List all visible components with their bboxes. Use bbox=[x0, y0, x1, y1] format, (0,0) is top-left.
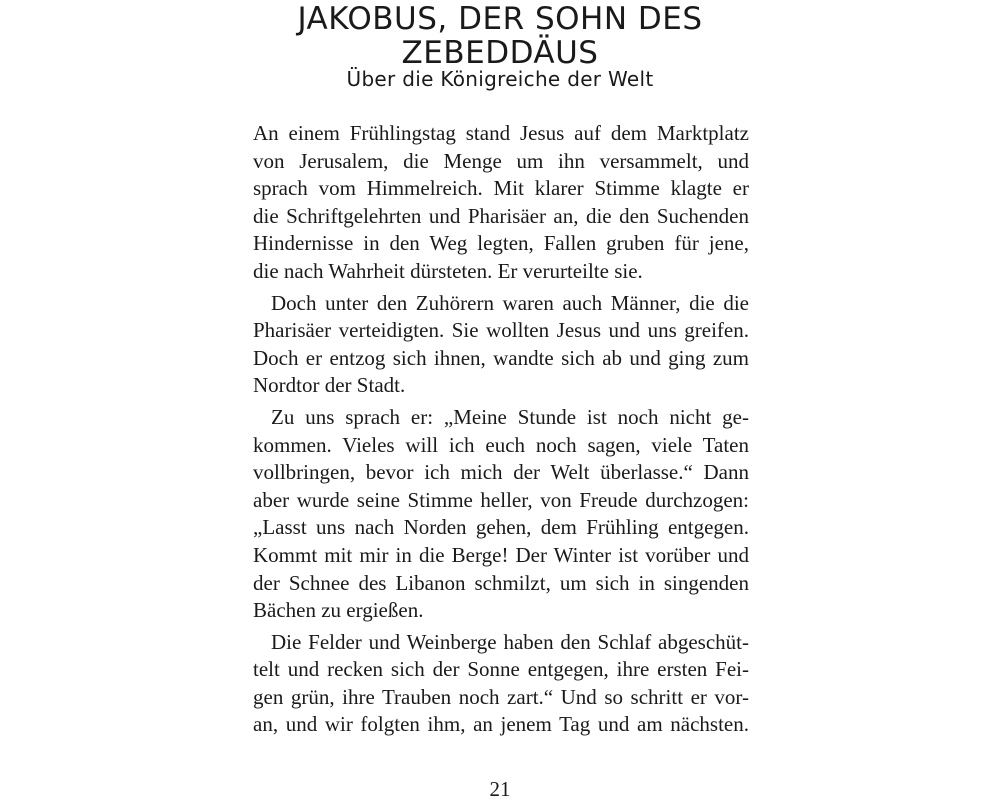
page-number: 21 bbox=[489, 777, 511, 801]
text-line: gen grün, ihre Trauben noch zart.“ Und so schritt er vor- bbox=[253, 684, 749, 709]
text-line: an, und wir folgten ihm, an jenem Tag und am nächsten. bbox=[253, 712, 749, 737]
text-line: telt und recken sich der Sonne entgegen, ihre ersten Fei- bbox=[253, 657, 749, 682]
text-line: vollbringen, bevor ich mich der Welt überlasse.“ Dann bbox=[253, 460, 749, 485]
text-line: Pharisäer verteidigten. Sie wollten Jesus und uns greifen. bbox=[253, 318, 749, 343]
paragraph-1 bbox=[253, 120, 749, 286]
text-line: die Schriftgelehrten und Pharisäer an, die den Suchenden bbox=[253, 203, 749, 228]
text-line: Doch unter den Zuhörern waren auch Männer, die die bbox=[271, 290, 749, 315]
text-line: von Jerusalem, die Menge um ihn versammelt, und bbox=[253, 148, 749, 173]
paragraph-4 bbox=[253, 629, 749, 739]
text-line: Die Felder und Weinberge haben den Schlaf abgeschüt- bbox=[271, 629, 749, 654]
text-line: Kommt mit mir in die Berge! Der Winter ist vorüber und bbox=[253, 542, 749, 567]
chapter-subtitle: Über die Königreiche der Welt bbox=[346, 67, 654, 91]
text-line: die nach Wahrheit dürsteten. Er verurteilte sie. bbox=[253, 258, 643, 283]
text-line: Nordtor der Stadt. bbox=[253, 373, 406, 398]
text-line: Hindernisse in den Weg legten, Fallen gruben für jene, bbox=[253, 231, 749, 256]
chapter-title-line-1: JAKOBUS, DER SOHN DES bbox=[297, 1, 703, 37]
text-line: der Schnee des Libanon schmilzt, um sich in singenden bbox=[253, 570, 749, 595]
text-line: Zu uns sprach er: „Meine Stunde ist noch nicht ge- bbox=[271, 404, 749, 429]
paragraph-3 bbox=[253, 404, 749, 625]
text-line: An einem Frühlingstag stand Jesus auf dem Marktplatz bbox=[253, 121, 749, 145]
chapter-title bbox=[200, 2, 800, 70]
text-line: sprach vom Himmelreich. Mit klarer Stimme klagte er bbox=[253, 176, 749, 201]
text-line: aber wurde seine Stimme heller, von Freude durchzogen: bbox=[253, 487, 749, 512]
paragraph-2 bbox=[253, 290, 749, 400]
text-line: Doch er entzog sich ihnen, wandte sich ab und ging zum bbox=[253, 345, 749, 370]
text-line: „Lasst uns nach Norden gehen, dem Frühling entgegen. bbox=[253, 515, 749, 540]
chapter-title-line-2: ZEBEDDÄUS bbox=[401, 35, 599, 71]
text-line: kommen. Vieles will ich euch noch sagen, viele Taten bbox=[253, 432, 749, 457]
body-text bbox=[253, 120, 749, 743]
text-line: Bächen zu ergießen. bbox=[253, 598, 424, 623]
